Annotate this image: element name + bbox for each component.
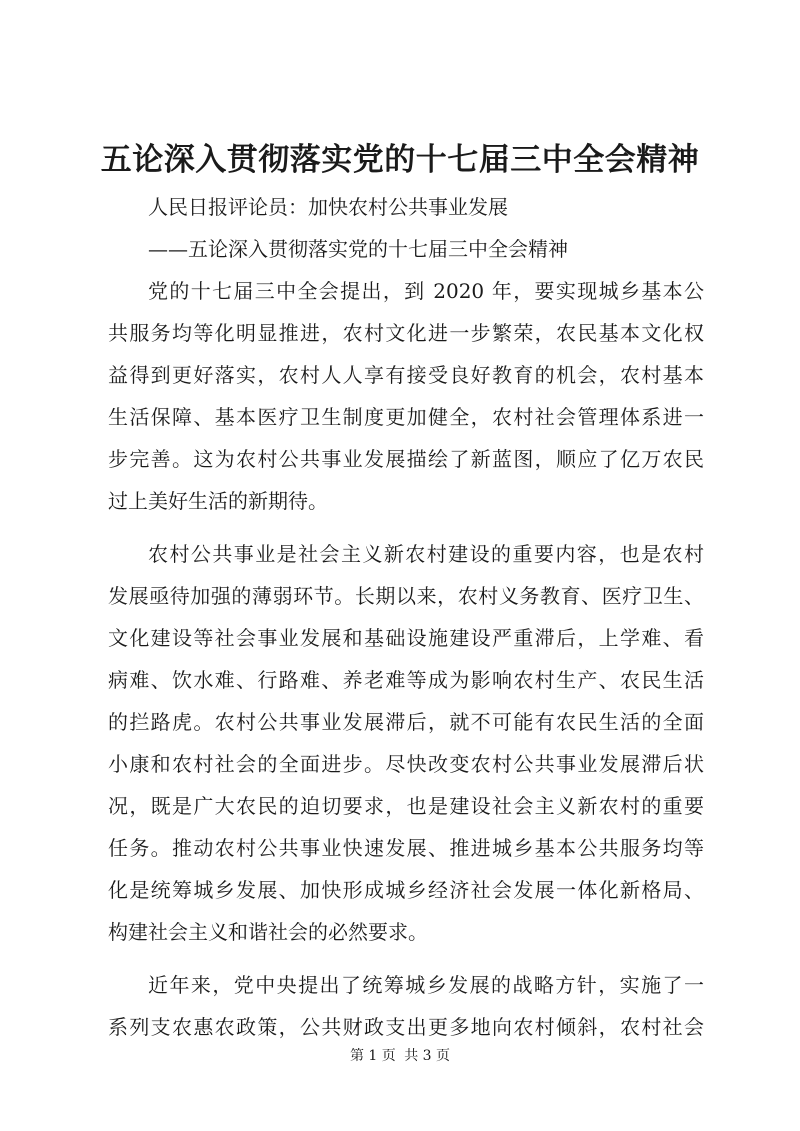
paragraph [108, 964, 704, 1048]
paragraph-line: 病难、饮水难、行路难、养老难等成为影响农村生产、农民生活 [108, 668, 704, 692]
paragraph-line: 况，既是广大农民的迫切要求，也是建设社会主义新农村的重要 [108, 794, 704, 818]
paragraph [108, 270, 704, 522]
paragraph-line: 构建社会主义和谐社会的必然要求。 [108, 920, 428, 944]
paragraph-line: 步完善。这为农村公共事业发展描绘了新蓝图，顺应了亿万农民 [108, 447, 704, 471]
page-number: 第 1 页 [349, 1048, 396, 1064]
paragraph-line: 生活保障、基本医疗卫生制度更加健全，农村社会管理体系进一 [108, 405, 704, 429]
paragraph-line: 农村公共事业是社会主义新农村建设的重要内容，也是农村 [148, 542, 704, 566]
page-total: 共 3 页 [404, 1048, 451, 1064]
paragraph-line: 文化建设等社会事业发展和基础设施建设严重滞后，上学难、看 [108, 626, 704, 650]
paragraph-line: 小康和农村社会的全面进步。尽快改变农村公共事业发展滞后状 [108, 752, 704, 776]
paragraph-line: 共服务均等化明显推进，农村文化进一步繁荣，农民基本文化权 [108, 321, 704, 345]
paragraph-gap [108, 953, 704, 964]
subtitle: ——五论深入贯彻落实党的十七届三中全会精神 [148, 237, 568, 261]
paragraph-line: 任务。推动农村公共事业快速发展、推进城乡基本公共服务均等 [108, 836, 704, 860]
paragraph-line: 的拦路虎。农村公共事业发展滞后，就不可能有农民生活的全面 [108, 710, 704, 734]
paragraph-line: 系列支农惠农政策，公共财政支出更多地向农村倾斜，农村社会 [108, 1015, 704, 1039]
paragraph-line: 党的十七届三中全会提出，到 2020 年，要实现城乡基本公 [148, 279, 704, 303]
byline: 人民日报评论员：加快农村公共事业发展 [148, 195, 508, 219]
paragraph-gap [108, 522, 704, 533]
document-title: 五论深入贯彻落实党的十七届三中全会精神 [100, 142, 700, 178]
page-footer [0, 1046, 800, 1066]
paragraph-line: 过上美好生活的新期待。 [108, 489, 328, 513]
document-body [108, 186, 704, 1048]
paragraph-line: 益得到更好落实，农村人人享有接受良好教育的机会，农村基本 [108, 363, 704, 387]
paragraph-line: 化是统筹城乡发展、加快形成城乡经济社会发展一体化新格局、 [108, 878, 704, 902]
paragraph-line: 近年来，党中央提出了统筹城乡发展的战略方针，实施了一 [148, 973, 704, 997]
paragraph-line: 发展亟待加强的薄弱环节。长期以来，农村义务教育、医疗卫生、 [108, 584, 704, 608]
paragraph [108, 533, 704, 953]
